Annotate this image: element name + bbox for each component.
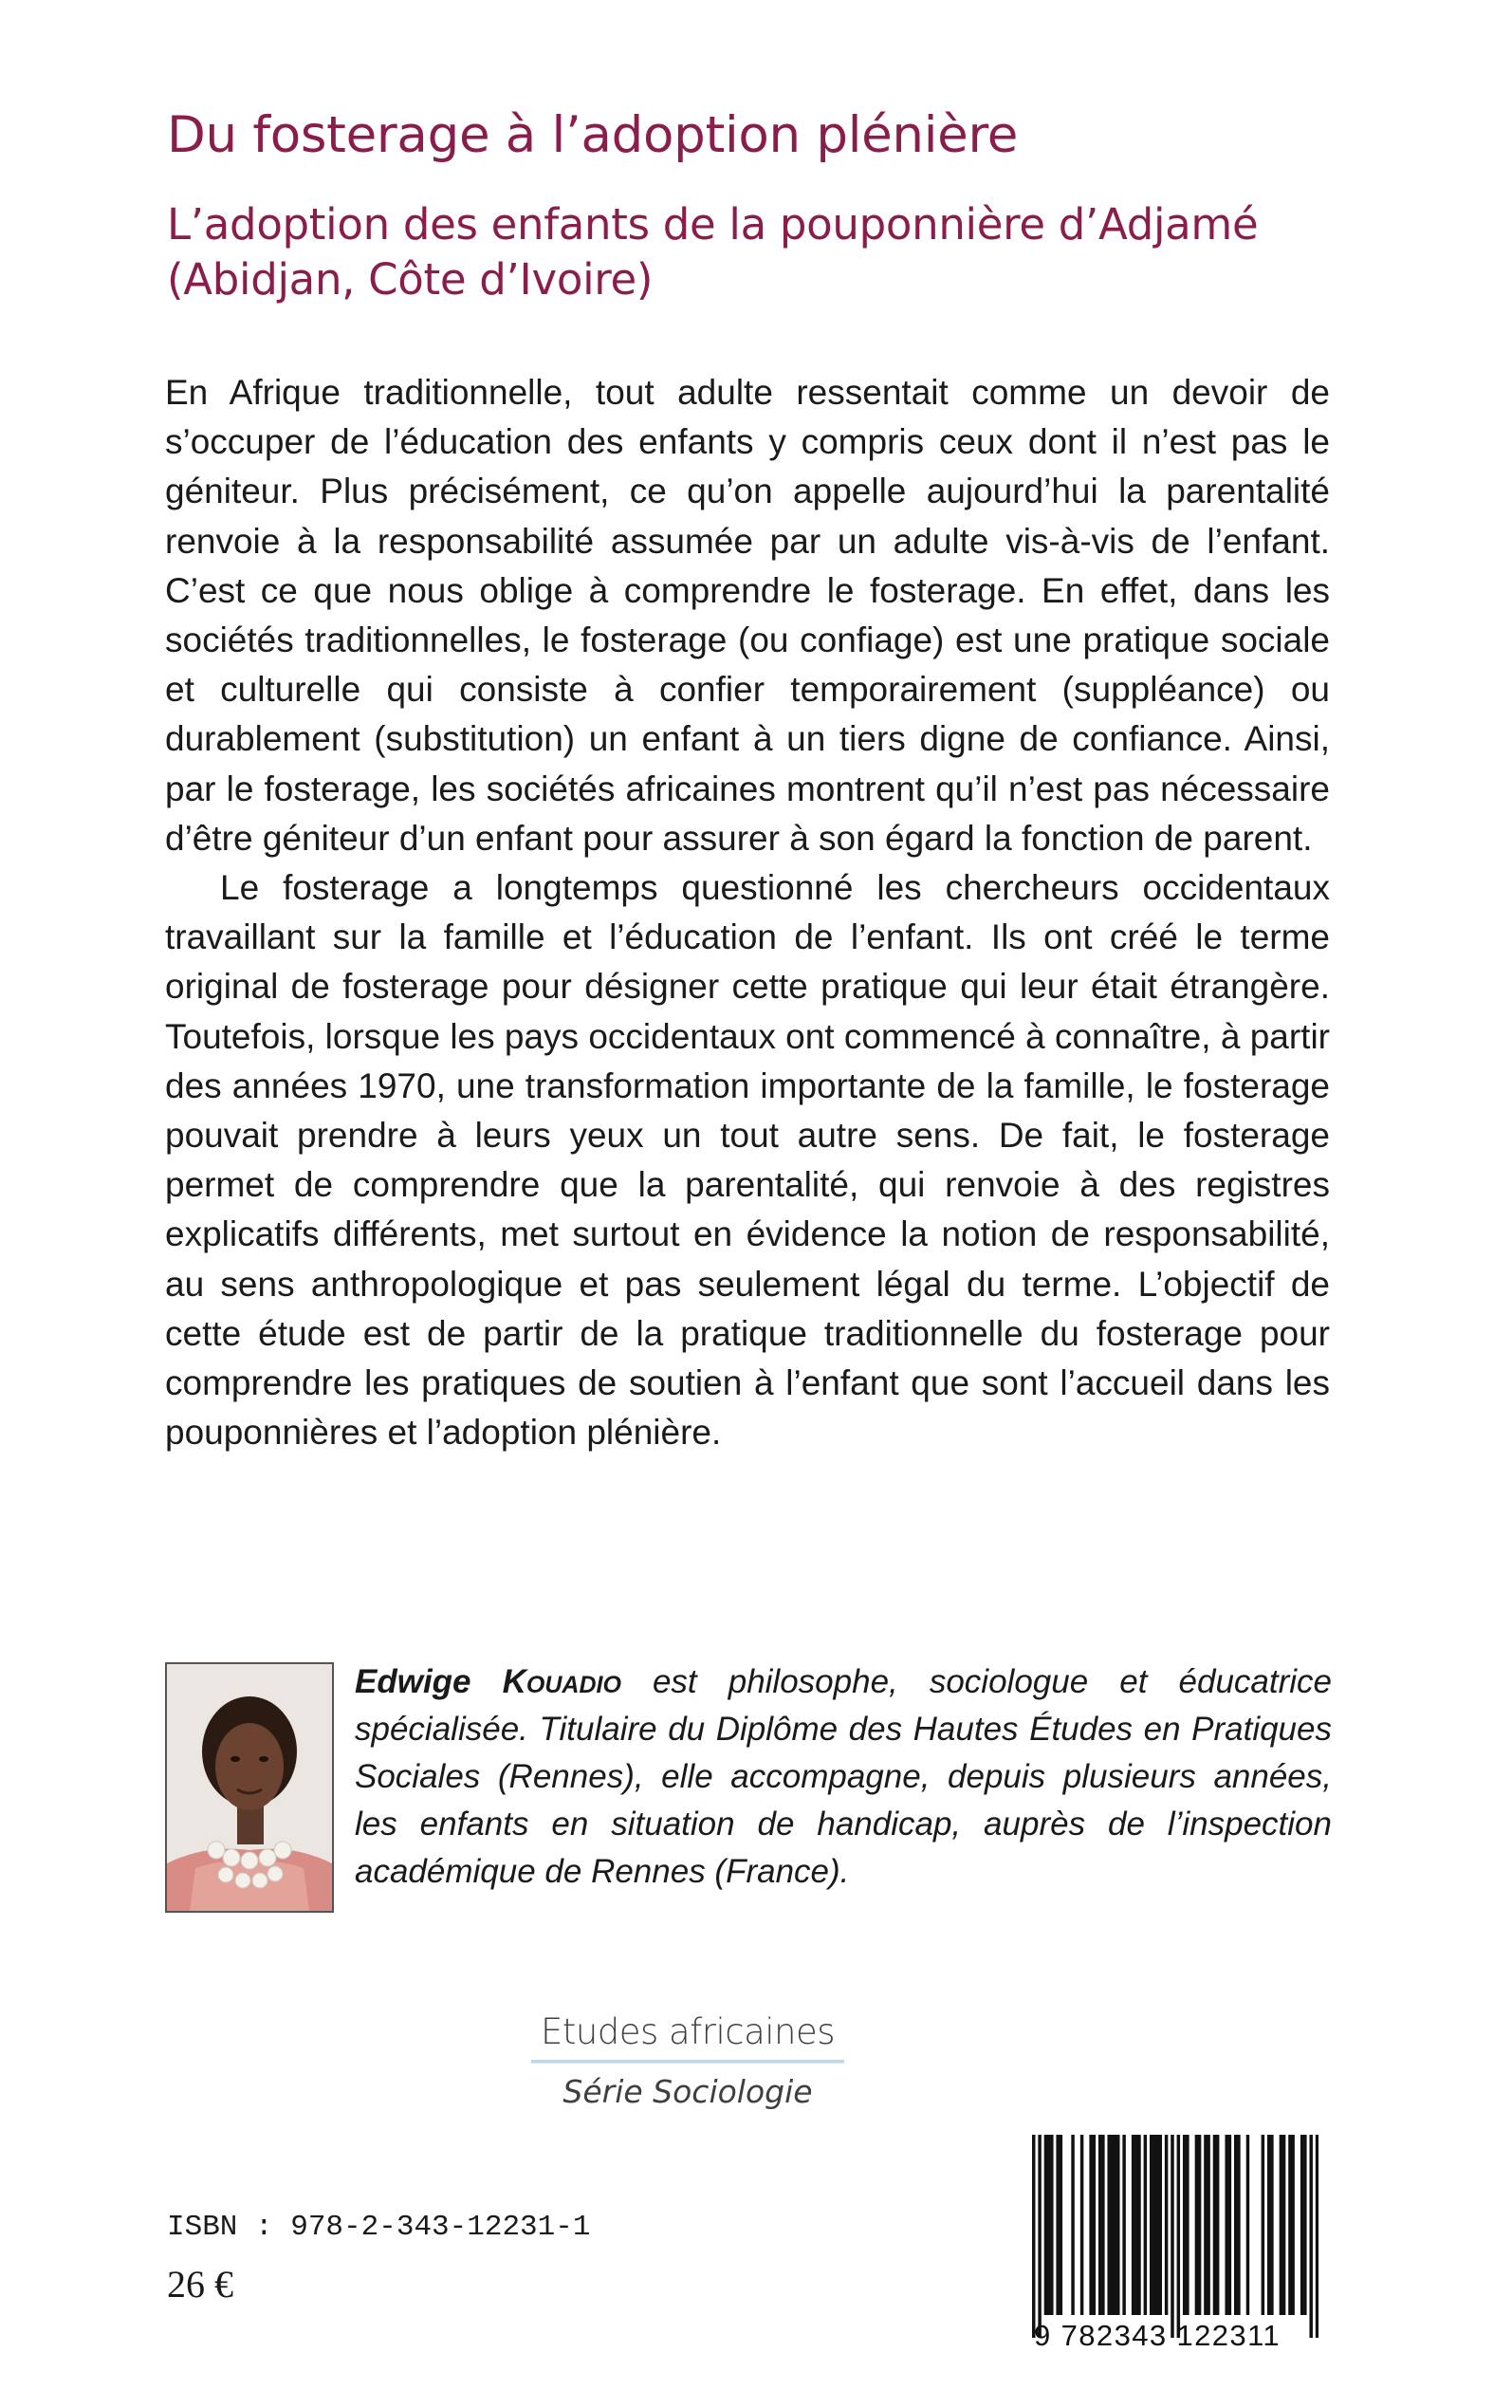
- author-bio-text: est philosophe, sociologue et éducatrice spécialisée. Titulaire du Diplôme des Hautes Études en Pratiques Sociales (Rennes), elle accompagne, depuis plusieurs années, les enfants en situation de handicap, auprès de l’inspection académique de Rennes (France).: [355, 1663, 1332, 1890]
- barcode-bar: [1111, 2135, 1114, 2315]
- series-logo: [531, 2011, 844, 2110]
- author-surname: Kouadio: [502, 1663, 621, 1700]
- barcode-bar: [1270, 2135, 1273, 2315]
- barcode-bar: [1047, 2135, 1050, 2315]
- barcode-bar: [1132, 2135, 1134, 2315]
- barcode-bar: [1216, 2135, 1219, 2315]
- barcode-bar: [1246, 2135, 1249, 2315]
- barcode-bar: [1171, 2135, 1173, 2338]
- barcode-bar: [1177, 2135, 1180, 2338]
- author-first-name: Edwige: [355, 1663, 471, 1700]
- barcode-bar: [1137, 2135, 1140, 2315]
- barcode-bar: [1262, 2135, 1264, 2315]
- barcode-bar: [1159, 2135, 1162, 2315]
- barcode-bar: [1213, 2135, 1216, 2315]
- series-name: Etudes africaines: [540, 2011, 836, 2052]
- barcode-bar: [1107, 2135, 1110, 2315]
- barcode-bar: [1288, 2135, 1291, 2315]
- book-title: Du fosterage à l’adoption plénière: [167, 106, 1019, 164]
- barcode-bar: [1155, 2135, 1158, 2315]
- author-name: [355, 1663, 621, 1700]
- series-subseries: Série Sociologie: [562, 2073, 813, 2110]
- barcode-bar: [1038, 2135, 1041, 2338]
- barcode-bar: [1114, 2135, 1116, 2315]
- barcode-bar: [1093, 2135, 1096, 2315]
- barcode-bar: [1122, 2135, 1125, 2315]
- barcode-bar: [1134, 2135, 1137, 2315]
- barcode-bar: [1050, 2135, 1053, 2315]
- isbn: ISBN : 978-2-343-12231-1: [167, 2211, 591, 2244]
- book-subtitle: L’adoption des enfants de la pouponnière d’Adjamé (Abidjan, Côte d’Ivoire): [167, 199, 1259, 305]
- barcode-digits: 9 782343 122311: [1034, 2319, 1282, 2352]
- barcode-bar: [1060, 2135, 1062, 2315]
- barcode-bar: [1204, 2135, 1207, 2315]
- barcode-bar: [1198, 2135, 1201, 2315]
- barcode-bar: [1098, 2135, 1101, 2315]
- barcode-bar: [1080, 2135, 1083, 2315]
- barcode-bar: [1303, 2135, 1306, 2315]
- barcode-bar: [1267, 2135, 1270, 2315]
- barcode-bar: [1282, 2135, 1285, 2315]
- barcode-bar: [1228, 2135, 1231, 2315]
- barcode-bar: [1150, 2135, 1152, 2315]
- author-photo: [165, 1662, 334, 1913]
- blurb-paragraph-2: Le fosterage a longtemps questionné les chercheurs occidentaux travaillant sur la famille et l’éducation de l’enfant. Ils ont créé le terme original de fosterage pour désigner cette pratique qui leur était étrangère. Toutefois, lorsque les pays occidentaux ont commencé à connaître, à partir des années 1970, une transformation importante de la famille, le fosterage pouvait prendre à leurs yeux un tout autre sens. De fait, le fosterage permet de comprendre que la parentalité, qui renvoie à des registres explicatifs différents, met surtout en évidence la notion de responsabilité, au sens anthropologique et pas seulement légal du terme. L’objectif de cette étude est de partir de la pratique traditionnelle du fosterage pour comprendre les pratiques de soutien à l’enfant que sont l’accueil dans les pouponnières et l’adoption plénière.: [165, 868, 1330, 1453]
- barcode-bar: [1101, 2135, 1104, 2315]
- barcode-bar: [1183, 2135, 1186, 2315]
- barcode-bar: [1225, 2135, 1227, 2315]
- barcode-bar: [1300, 2135, 1303, 2315]
- barcode-bar: [1207, 2135, 1209, 2315]
- barcode-bar: [1309, 2135, 1312, 2338]
- barcode-bar: [1291, 2135, 1294, 2315]
- barcode-bar: [1165, 2135, 1168, 2315]
- barcode-bar: [1152, 2135, 1155, 2315]
- back-cover-blurb: [165, 368, 1330, 1457]
- barcode-bar: [1032, 2135, 1035, 2338]
- barcode-bar: [1195, 2135, 1198, 2315]
- barcode-bar: [1316, 2135, 1318, 2338]
- barcode-bar: [1071, 2135, 1074, 2315]
- barcode-bar: [1234, 2135, 1237, 2315]
- blurb-paragraph-1: En Afrique traditionnelle, tout adulte ressentait comme un devoir de s’occuper de l’éducation des enfants y compris ceux dont il n’est pas le géniteur. Plus précisément, ce qu’on appelle aujourd’hui la parentalité renvoie à la responsabilité assumée par un adulte vis-à-vis de l’enfant. C’est ce que nous oblige à comprendre le fosterage. En effet, dans les sociétés traditionnelles, le fosterage (ou confiage) est une pratique sociale et culturelle qui consiste à confier temporairement (suppléance) ou durablement (substitution) un enfant à un tiers digne de confiance. Ainsi, par le fosterage, les sociétés africaines montrent qu’il n’est pas nécessaire d’être géniteur d’un enfant pour assurer à son égard la fonction de parent.: [165, 373, 1330, 858]
- author-portrait-image: [167, 1664, 332, 1911]
- series-divider: [531, 2060, 844, 2064]
- price: 26 €: [167, 2263, 233, 2306]
- barcode-bar: [1237, 2135, 1240, 2315]
- barcode-bar: [1089, 2135, 1092, 2315]
- barcode-bar: [1144, 2135, 1147, 2315]
- barcode-bar: [1044, 2135, 1047, 2315]
- author-bio: [355, 1658, 1332, 1896]
- barcode-bar: [1280, 2135, 1282, 2315]
- barcode-bar: [1056, 2135, 1059, 2315]
- barcode-bar: [1116, 2135, 1119, 2315]
- barcode-bar: [1186, 2135, 1189, 2315]
